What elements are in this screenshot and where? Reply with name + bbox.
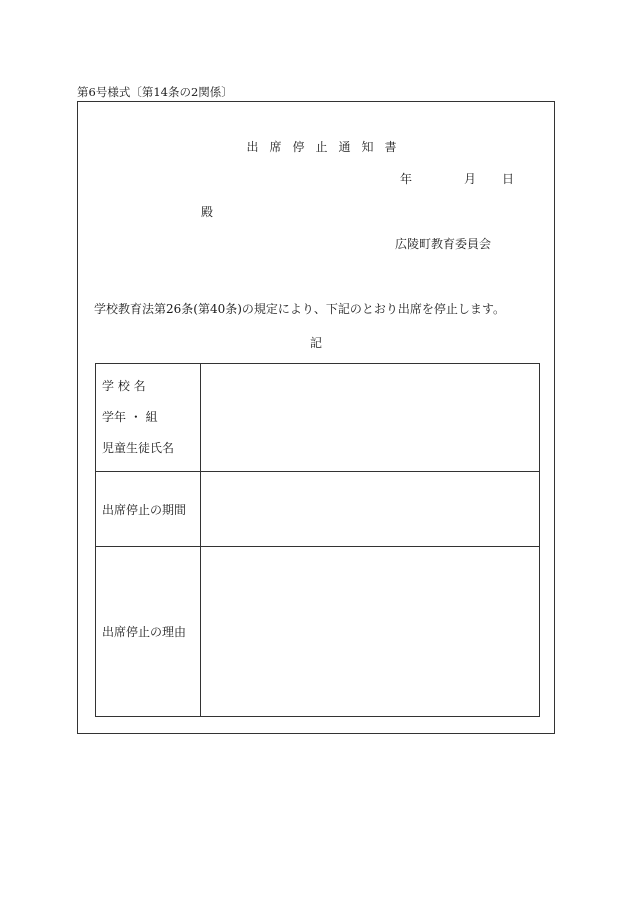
suspension-reason-field[interactable] — [201, 547, 540, 717]
ki-heading: 記 — [309, 336, 322, 350]
suspension-period-label: 出席停止の期間 — [96, 472, 201, 547]
form-number: 第6号様式〔第14条の2関係〕 — [77, 85, 233, 99]
notice-body: 学校教育法第26条(第40条)の規定により、下記のとおり出席を停止します。 — [94, 302, 505, 316]
date-day: 日 — [501, 172, 514, 186]
detail-table — [95, 363, 540, 717]
issuer-name: 広陵町教育委員会 — [394, 237, 491, 251]
table-row-student — [96, 364, 540, 472]
grade-class-label: 学年 ・ 組 — [102, 410, 158, 424]
date-month: 月 — [463, 172, 476, 186]
student-info-field[interactable] — [201, 364, 540, 472]
date-year: 年 — [399, 172, 412, 186]
school-name-label: 学 校 名 — [102, 379, 146, 393]
suspension-period-field[interactable] — [201, 472, 540, 547]
date-row — [400, 170, 514, 187]
table-row-period — [96, 472, 540, 547]
table-row-reason — [96, 547, 540, 717]
student-info-labels — [96, 364, 201, 472]
suspension-reason-label: 出席停止の理由 — [96, 547, 201, 717]
recipient-suffix: 殿 — [201, 205, 214, 219]
student-name-label: 児童生徒氏名 — [102, 441, 175, 455]
document-frame — [77, 101, 555, 734]
document-title: 出席停止通知書 — [246, 140, 408, 154]
